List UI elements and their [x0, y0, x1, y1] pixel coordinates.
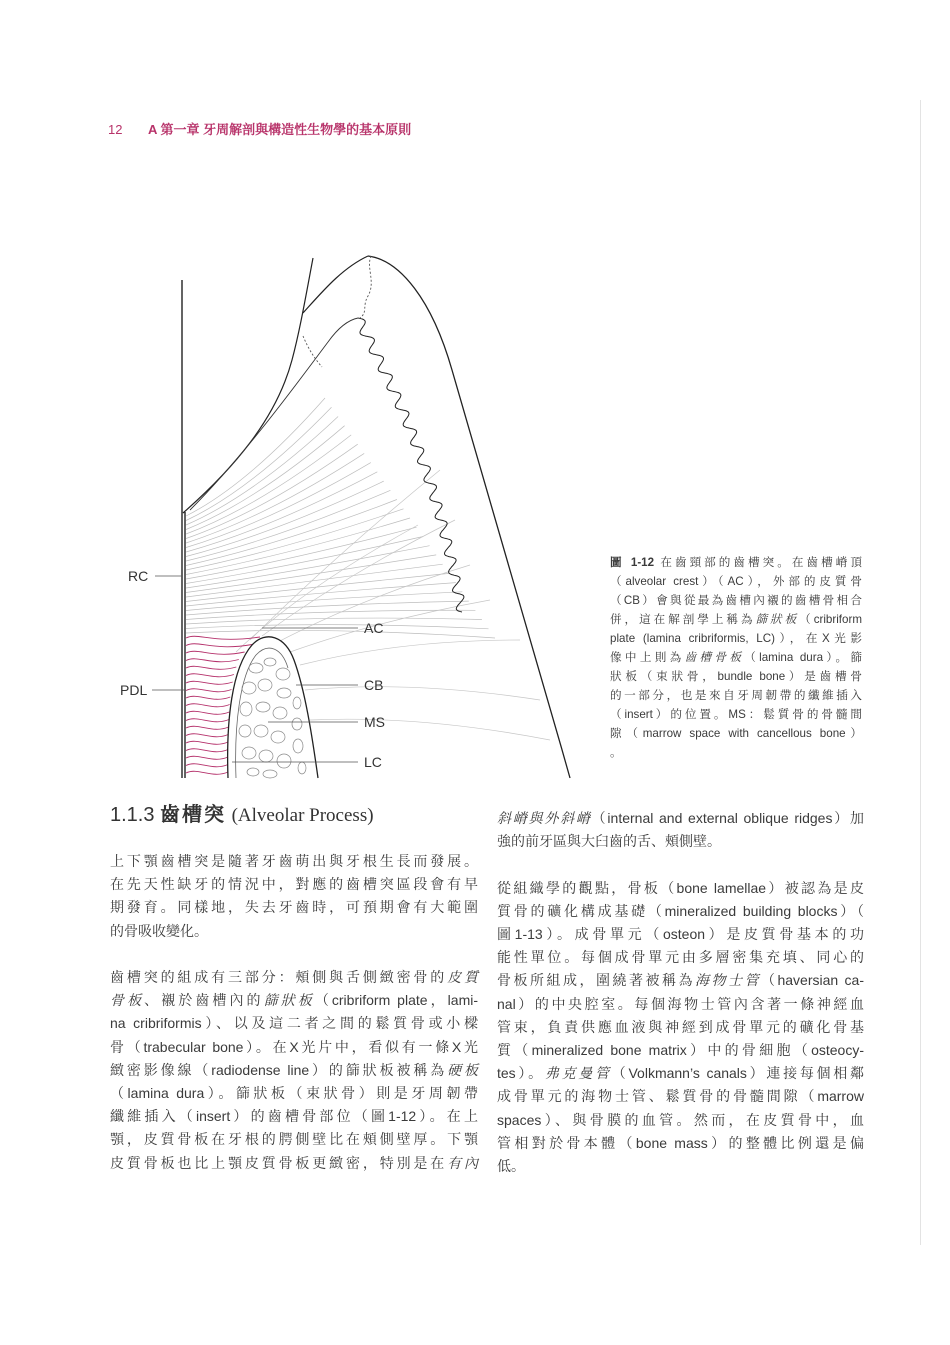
text-line	[110, 850, 478, 873]
text-segment: 。	[610, 746, 622, 759]
gingival-fiber	[186, 592, 462, 611]
text-segment: 低。	[497, 1158, 525, 1175]
text-segment: 骨（trabecular bone）。在X光片中，看似有一條X光	[110, 1038, 478, 1055]
text-line	[497, 1155, 864, 1178]
left-column	[110, 850, 478, 1175]
text-line	[110, 1059, 478, 1082]
pdl-fiber	[186, 771, 228, 774]
paragraph	[110, 850, 478, 943]
text-line	[610, 572, 862, 591]
pdl-fiber	[186, 741, 228, 744]
text-segment: 上下顎齒槽突是隨著牙齒萌出與牙根生長而發展。	[110, 853, 478, 869]
section-heading	[110, 802, 374, 829]
italic-term: 斜嵴與外斜嵴	[497, 810, 592, 826]
gingival-fiber	[186, 398, 325, 516]
paragraph	[110, 966, 478, 1175]
gingival-margin	[303, 256, 368, 313]
text-segment: 的骨吸收變化。	[110, 922, 208, 939]
text-segment: 齒槽突的組成有三部分：頰側與舌側緻密骨的	[110, 969, 448, 985]
label-cb: CB	[364, 677, 384, 693]
text-line	[110, 1152, 478, 1175]
text-line	[497, 1085, 864, 1108]
paragraph	[610, 553, 862, 762]
italic-term: 齒槽骨板	[684, 651, 745, 664]
text-line	[110, 966, 478, 989]
text-segment: 的一部分，也是來自牙周韌帶的纖維插入	[610, 689, 862, 702]
pdl-fiber	[186, 764, 228, 767]
epithelium-dashed-line	[360, 256, 371, 318]
text-segment: 纖維插入（insert）的齒槽骨部位（圖1-12）。在上	[110, 1108, 478, 1125]
gingival-fiber	[186, 527, 417, 579]
text-line	[497, 1016, 864, 1039]
pdl-fiber	[186, 689, 232, 692]
gingival-fiber	[186, 509, 404, 570]
text-line	[110, 896, 478, 919]
text-line	[497, 830, 864, 853]
text-line	[497, 969, 864, 992]
text-segment: （haversian ca-	[760, 972, 865, 989]
text-segment: 從組織學的觀點，骨板（bone lamellae）被認為是皮	[497, 879, 864, 896]
text-segment: 隙（marrow space with cancellous bone）	[610, 727, 862, 740]
text-line	[110, 1128, 478, 1151]
text-line	[610, 724, 862, 743]
text-segment: （cribriform	[799, 613, 862, 626]
text-segment: spaces）、與骨膜的血管。然而，在皮質骨中，血	[497, 1111, 864, 1128]
text-segment: 成骨單元的海物士管、鬆質骨的骨髓間隙（marrow	[497, 1088, 864, 1105]
text-line	[497, 807, 864, 830]
figure-caption	[610, 553, 862, 762]
text-segment: 顎，皮質骨板在牙根的腭側壁比在頰側壁厚。下顎	[110, 1131, 478, 1148]
italic-term: 海物士管	[694, 972, 761, 989]
gingival-fiber	[186, 618, 482, 624]
gingival-fiber	[186, 463, 371, 548]
text-segment: 骨板所組成，圍繞著被稱為	[497, 972, 695, 989]
text-segment: 在先天性缺牙的情況中，對應的齒槽突區段會有早	[110, 876, 478, 893]
text-segment: （lamina dura）。篩狀板（束狀骨）則是牙周韌帶	[110, 1085, 478, 1102]
text-segment: 緻密影像線（radiodense line）的篩狀板被稱為	[110, 1061, 448, 1078]
right-column	[497, 807, 864, 1178]
label-ac: AC	[364, 620, 384, 636]
text-segment: （internal and external oblique ridges）加	[591, 810, 864, 826]
pdl-fiber	[186, 681, 233, 684]
gingival-fiber	[186, 564, 443, 597]
text-segment: （lamina dura）。篩	[744, 651, 862, 664]
text-line	[110, 1036, 478, 1059]
text-segment: plate (lamina cribriformis, LC)），在X光影	[610, 632, 862, 645]
gingival-fiber	[186, 573, 449, 601]
gingival-fibers	[186, 398, 495, 638]
crown-outline	[183, 258, 313, 513]
text-segment: nal）的中央腔室。每個海物士管內含著一條神經血	[497, 995, 864, 1012]
text-segment: 圖1-13）。成骨單元（osteon）是皮質骨基本的功	[497, 926, 864, 942]
paragraph	[497, 807, 864, 853]
label-ms: MS	[364, 714, 385, 730]
text-line	[610, 610, 862, 629]
pdl-fiber	[186, 756, 228, 759]
italic-term: 篩狀板	[263, 992, 315, 1009]
pdl-fiber	[186, 636, 260, 639]
gingival-fiber	[186, 630, 495, 638]
gingival-fiber	[186, 481, 384, 556]
text-line	[110, 1012, 478, 1035]
italic-term: 皮質	[447, 969, 479, 985]
text-line	[610, 591, 862, 610]
label-rc: RC	[128, 568, 149, 584]
figure-number: 圖 1-12	[610, 556, 655, 569]
text-segment: 能性單位。每個成骨單元由多層密集充填、同心的	[497, 949, 864, 966]
label-pdl: PDL	[120, 682, 148, 698]
pdl-fiber	[186, 734, 228, 737]
text-segment: 併，這在解剖學上稱為	[610, 613, 756, 626]
text-segment: 質骨的礦化構成基礎（mineralized building blocks）（	[497, 902, 864, 919]
text-line	[110, 873, 478, 896]
text-segment: 管相對於骨本體（bone mass）的整體比例還是偏	[497, 1134, 864, 1151]
text-segment: （cribriform plate，lami-	[314, 992, 479, 1009]
text-line	[110, 1105, 478, 1128]
crossing-fiber	[290, 600, 490, 652]
text-segment: （insert）的位置。MS：鬆質骨的骨髓間	[610, 708, 862, 721]
text-line	[610, 686, 862, 705]
alveolar-process-illustration	[100, 240, 590, 790]
text-segment: 皮質骨板也比上顎皮質骨板更緻密，特別是在	[110, 1154, 448, 1171]
crossing-fiber	[300, 640, 520, 665]
text-line	[497, 923, 864, 946]
pdl-fiber	[186, 644, 252, 647]
italic-term: 篩狀板	[755, 613, 800, 626]
italic-term: 硬板	[447, 1061, 478, 1078]
text-line	[110, 920, 478, 943]
text-segment: 質（mineralized bone matrix）中的骨細胞（osteocy-	[497, 1042, 864, 1059]
text-segment: na cribriformis）、以及這二者之間的鬆質骨或小樑	[110, 1015, 478, 1032]
page-edge-rule	[920, 100, 921, 1245]
pdl-fiber	[186, 696, 230, 699]
text-segment: （Volkmann’s canals）連接每個相鄰	[611, 1065, 864, 1082]
pdl-fiber	[186, 674, 234, 677]
text-line	[497, 946, 864, 969]
text-line	[497, 877, 864, 900]
text-line	[497, 1109, 864, 1132]
text-line	[497, 1132, 864, 1155]
text-segment: 在齒頸部的齒槽突。在齒槽嵴頂	[654, 556, 862, 569]
rete-ridges-line	[358, 318, 464, 612]
text-line	[610, 629, 862, 648]
pdl-fiber	[186, 719, 229, 722]
gingival-fiber	[186, 444, 358, 538]
pdl-fiber	[186, 666, 236, 669]
text-line	[610, 743, 862, 762]
text-segment: （alveolar crest）（AC），外部的皮質骨	[610, 575, 862, 588]
text-line	[610, 705, 862, 724]
sulcular-epithelium-line	[190, 318, 358, 510]
gingival-fiber	[186, 453, 364, 543]
text-segment: tes）。	[497, 1065, 545, 1082]
gingival-fiber	[186, 518, 410, 575]
pdl-fiber	[186, 749, 228, 752]
paragraph	[497, 877, 864, 1179]
pdl-fiber	[186, 726, 229, 729]
text-segment: 、襯於齒槽內的	[144, 992, 264, 1009]
italic-term: 弗克曼管	[544, 1065, 612, 1082]
text-line	[497, 1062, 864, 1085]
text-segment: 期發育。同樣地，失去牙齒時，可預期會有大範圍	[110, 899, 478, 916]
text-line	[610, 553, 862, 572]
text-line	[610, 667, 862, 686]
running-header-chapter-title: A 第一章 牙周解剖與構造性生物學的基本原則	[148, 122, 412, 137]
text-line	[110, 989, 478, 1012]
text-segment: 管束，負責供應血液與神經到成骨單元的礦化骨基	[497, 1018, 864, 1035]
italic-term: 骨板	[110, 992, 145, 1009]
text-line	[497, 900, 864, 923]
text-line	[497, 1039, 864, 1062]
text-line	[497, 993, 864, 1016]
section-title-zh: 齒槽突	[160, 804, 227, 826]
italic-term: 有內	[447, 1154, 479, 1171]
text-line	[610, 648, 862, 667]
text-segment: 狀板（束狀骨，bundle bone）是齒槽骨	[610, 670, 862, 683]
crossing-fiber	[305, 687, 540, 700]
text-segment: （CB）會與從最為齒槽內襯的齒槽骨相合	[610, 594, 862, 607]
section-number: 1.1.3	[110, 804, 155, 826]
text-segment: 強的前牙區與大臼齒的舌、頰側壁。	[497, 833, 721, 850]
page-number: 12	[108, 122, 123, 137]
section-title-en: (Alveolar Process)	[231, 805, 374, 826]
gingival-fiber	[186, 537, 423, 584]
text-segment: 像中上則為	[610, 651, 685, 664]
pdl-fiber	[186, 704, 230, 707]
pdl-fiber	[186, 659, 239, 662]
pdl-fiber	[186, 711, 229, 714]
text-line	[110, 1082, 478, 1105]
label-lc: LC	[364, 754, 382, 770]
